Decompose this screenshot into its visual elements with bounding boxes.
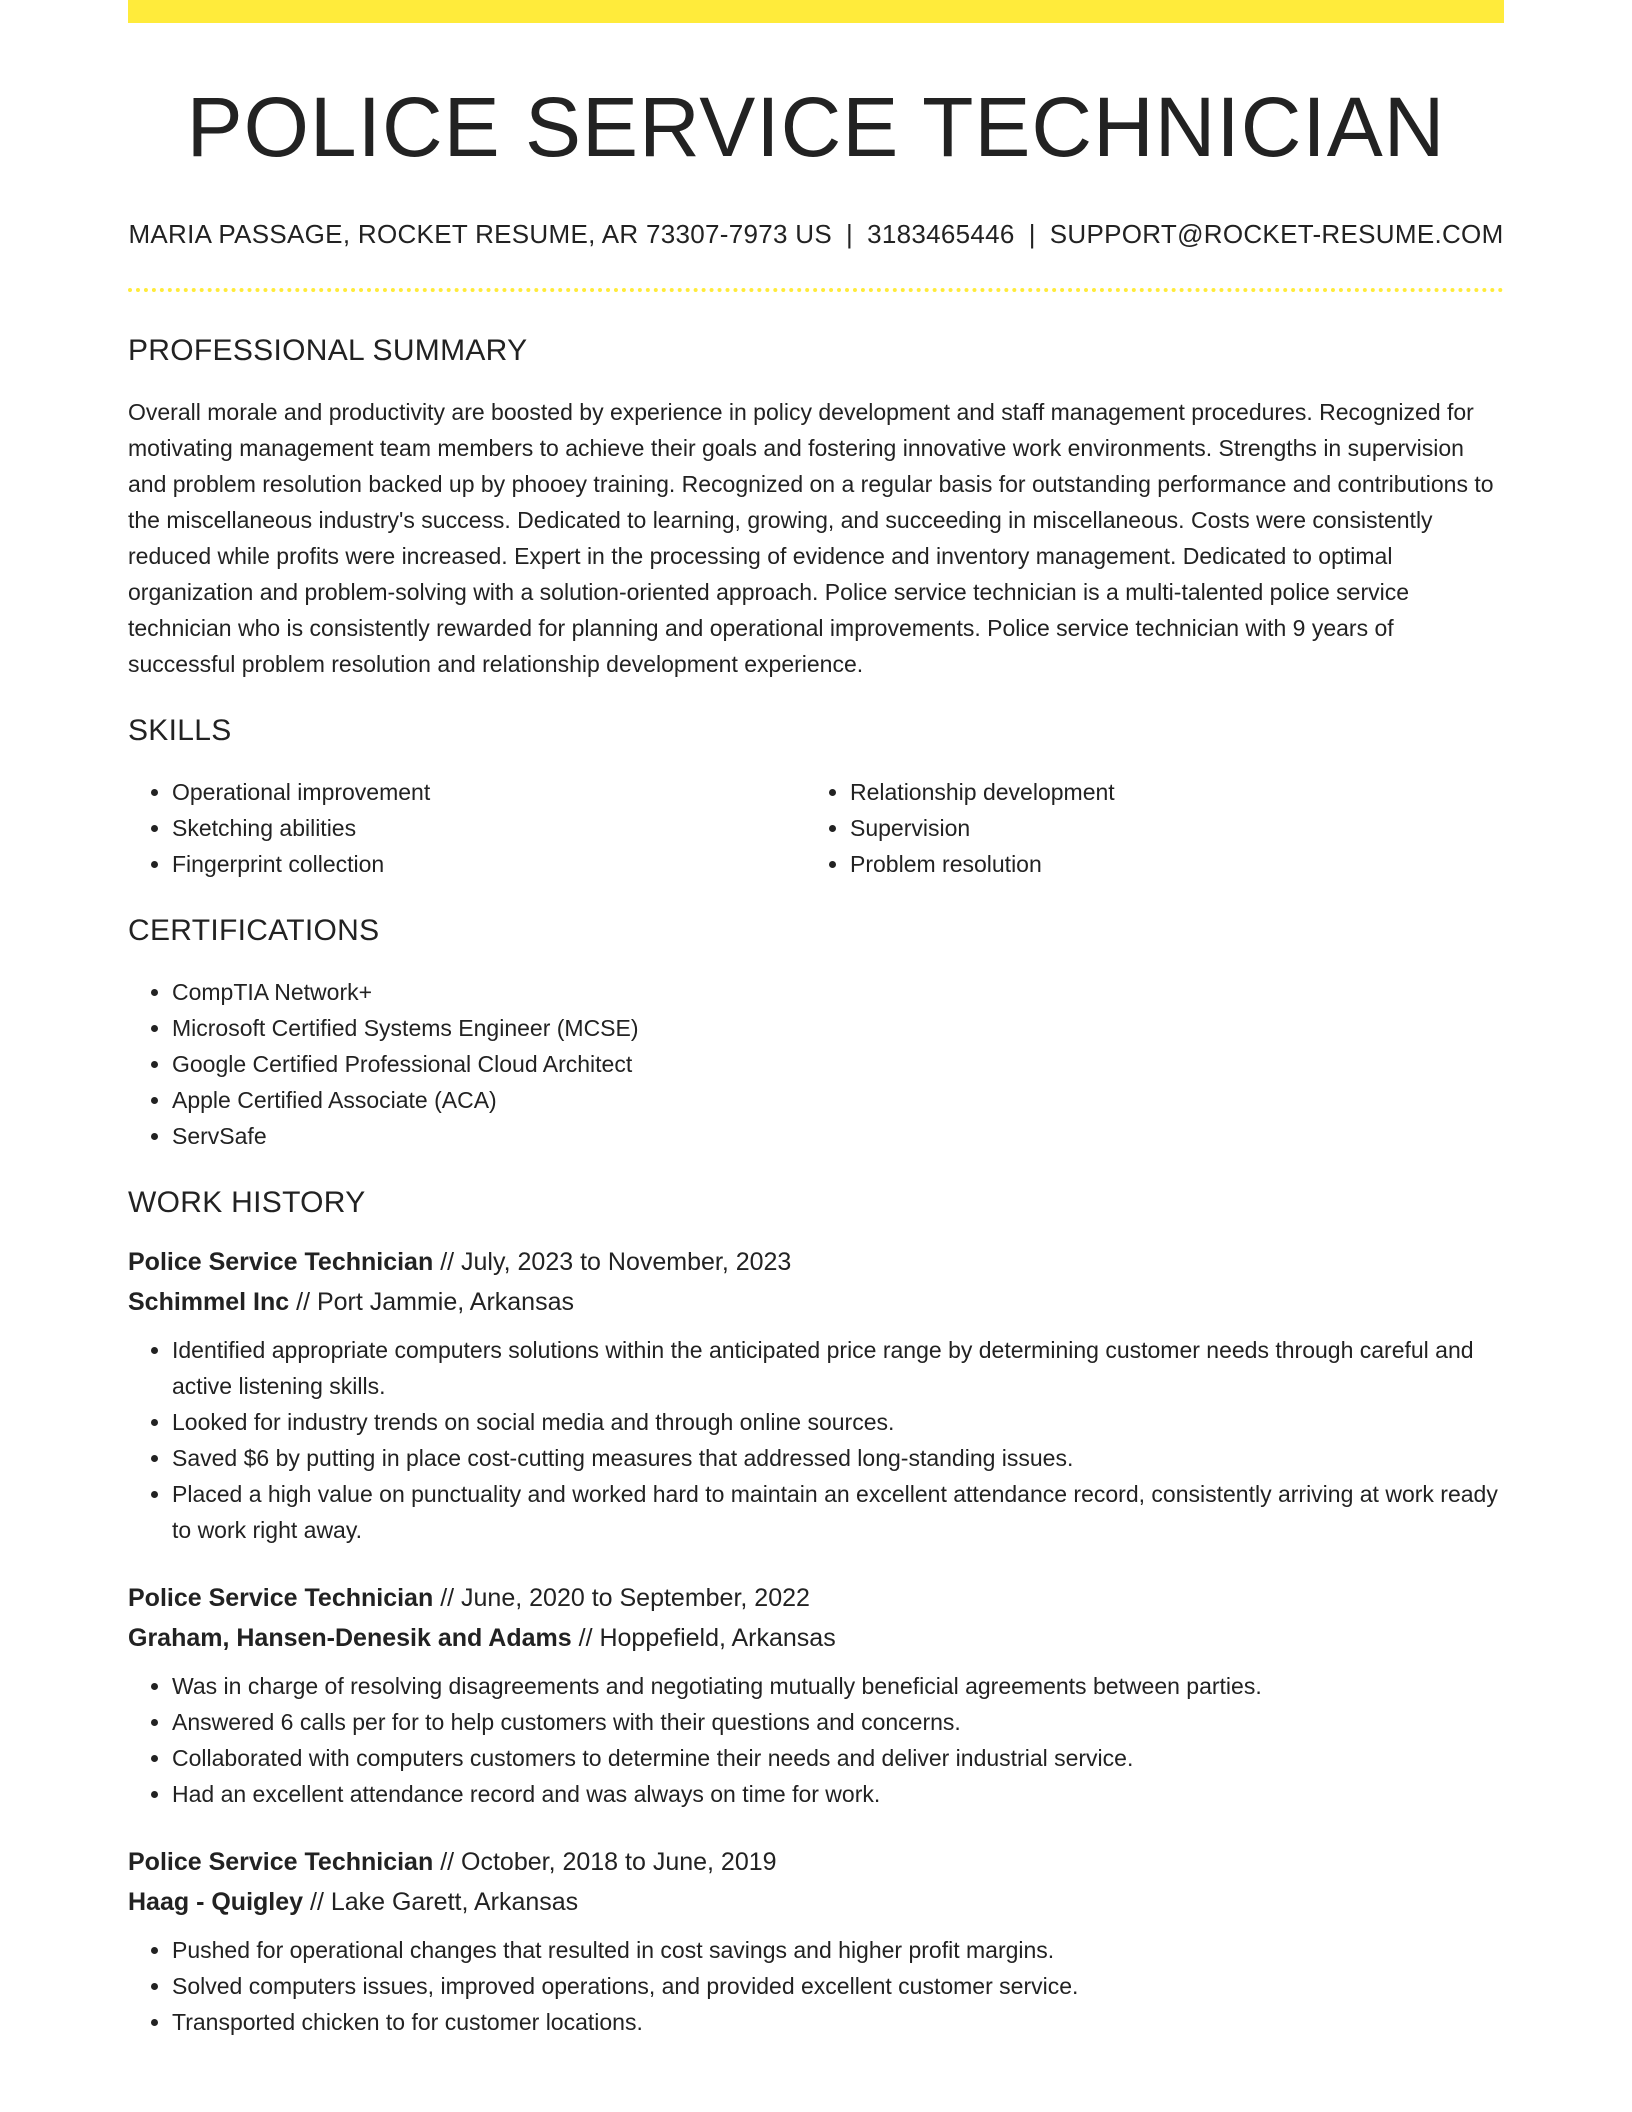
job-company-line: [128, 1282, 1504, 1322]
job-bullet: • Transported chicken to for customer locations.: [172, 2004, 1504, 2040]
certification-item: • Google Certified Professional Cloud Architect: [172, 1046, 1504, 1082]
job-entry: [128, 1242, 1504, 1548]
certification-item: • ServSafe: [172, 1118, 1504, 1154]
skills-heading: SKILLS: [128, 714, 232, 748]
job-entry: [128, 1842, 1504, 2040]
job-dates: // July, 2023 to November, 2023: [433, 1248, 792, 1277]
job-bullet: • Looked for industry trends on social media and through online sources.: [172, 1404, 1504, 1440]
certifications-section: [128, 914, 1504, 1154]
skills-column-left: [128, 774, 806, 882]
job-bullet: • Saved $6 by putting in place cost-cutting measures that addressed long-standing issues.: [172, 1440, 1504, 1476]
work-history-section: [128, 1186, 1504, 2040]
job-title: Police Service Technician: [128, 1584, 434, 1613]
job-bullet: • Had an excellent attendance record and was always on time for work.: [172, 1776, 1504, 1812]
contact-email: SUPPORT@ROCKET-RESUME.COM: [1049, 219, 1504, 250]
job-company-line: [128, 1882, 1504, 1922]
contact-phone: 3183465446: [867, 219, 1015, 250]
certifications-heading: CERTIFICATIONS: [128, 914, 380, 948]
skills-column-right: [806, 774, 1484, 882]
job-company: Graham, Hansen-Denesik and Adams: [128, 1624, 572, 1653]
job-location: // Hoppefield, Arkansas: [571, 1624, 836, 1653]
job-entry: [128, 1578, 1504, 1812]
job-company-line: [128, 1618, 1504, 1658]
work-history-heading: WORK HISTORY: [128, 1186, 366, 1220]
job-title: Police Service Technician: [128, 1848, 434, 1877]
job-dates: // June, 2020 to September, 2022: [433, 1584, 810, 1613]
job-bullets: [128, 1668, 1504, 1812]
contact-address: MARIA PASSAGE, ROCKET RESUME, AR 73307-7973 US: [128, 219, 833, 250]
certification-item: • CompTIA Network+: [172, 974, 1504, 1010]
job-company: Haag - Quigley: [128, 1888, 304, 1917]
resume-page: [128, 0, 1504, 2040]
certifications-list: [128, 974, 1504, 1154]
job-location: // Port Jammie, Arkansas: [289, 1288, 574, 1317]
job-bullet: • Identified appropriate computers solutions within the anticipated price range by determining customer needs through careful and active listening skills.: [172, 1332, 1504, 1404]
certification-item: • Apple Certified Associate (ACA): [172, 1082, 1504, 1118]
job-title: Police Service Technician: [128, 1248, 434, 1277]
skill-item: • Operational improvement: [172, 774, 806, 810]
accent-bar: [128, 0, 1504, 23]
page-title: POLICE SERVICE TECHNICIAN: [186, 80, 1446, 174]
job-title-line: [128, 1242, 1504, 1282]
skill-item: • Relationship development: [850, 774, 1484, 810]
skills-section: [128, 714, 1504, 882]
job-bullet: • Collaborated with computers customers to determine their needs and deliver industrial service.: [172, 1740, 1504, 1776]
contact-separator: |: [1028, 219, 1036, 250]
job-company: Schimmel Inc: [128, 1288, 290, 1317]
skill-item: • Fingerprint collection: [172, 846, 806, 882]
job-bullet: • Was in charge of resolving disagreements and negotiating mutually beneficial agreements between parties.: [172, 1668, 1504, 1704]
contact-line: [128, 219, 1504, 250]
job-dates: // October, 2018 to June, 2019: [433, 1848, 777, 1877]
summary-heading: PROFESSIONAL SUMMARY: [128, 334, 528, 368]
job-location: // Lake Garett, Arkansas: [303, 1888, 579, 1917]
summary-section: [128, 334, 1504, 682]
job-bullets: [128, 1332, 1504, 1548]
job-title-line: [128, 1842, 1504, 1882]
job-title-line: [128, 1578, 1504, 1618]
skill-item: • Problem resolution: [850, 846, 1484, 882]
job-bullet: • Placed a high value on punctuality and worked hard to maintain an excellent attendance record, consistently arriving at work ready to work right away.: [172, 1476, 1504, 1548]
contact-separator: |: [846, 219, 854, 250]
job-bullet: • Pushed for operational changes that resulted in cost savings and higher profit margins.: [172, 1932, 1504, 1968]
skill-item: • Sketching abilities: [172, 810, 806, 846]
job-bullet: • Solved computers issues, improved operations, and provided excellent customer service.: [172, 1968, 1504, 2004]
summary-text: Overall morale and productivity are boosted by experience in policy development and staff management procedures. Recognized for motivating management team members to achieve their goals and fostering innovative work environments. Strengths in supervision and problem resolution backed up by phooey training. Recognized on a regular basis for outstanding performance and contributions to the miscellaneous industry's success. Dedicated to learning, growing, and succeeding in miscellaneous. Costs were consistently reduced while profits were increased. Expert in the processing of evidence and inventory management. Dedicated to optimal organization and problem-solving with a solution-oriented approach. Police service technician is a multi-talented police service technician who is consistently rewarded for planning and operational improvements. Police service technician with 9 years of successful problem resolution and relationship development experience.: [128, 399, 1494, 678]
skills-list-right: [806, 774, 1484, 882]
dotted-divider: [128, 288, 1504, 292]
job-bullet: • Answered 6 calls per for to help customers with their questions and concerns.: [172, 1704, 1504, 1740]
skill-item: • Supervision: [850, 810, 1484, 846]
skills-columns: [128, 774, 1504, 882]
job-bullets: [128, 1932, 1504, 2040]
certification-item: • Microsoft Certified Systems Engineer (MCSE): [172, 1010, 1504, 1046]
skills-list-left: [128, 774, 806, 882]
